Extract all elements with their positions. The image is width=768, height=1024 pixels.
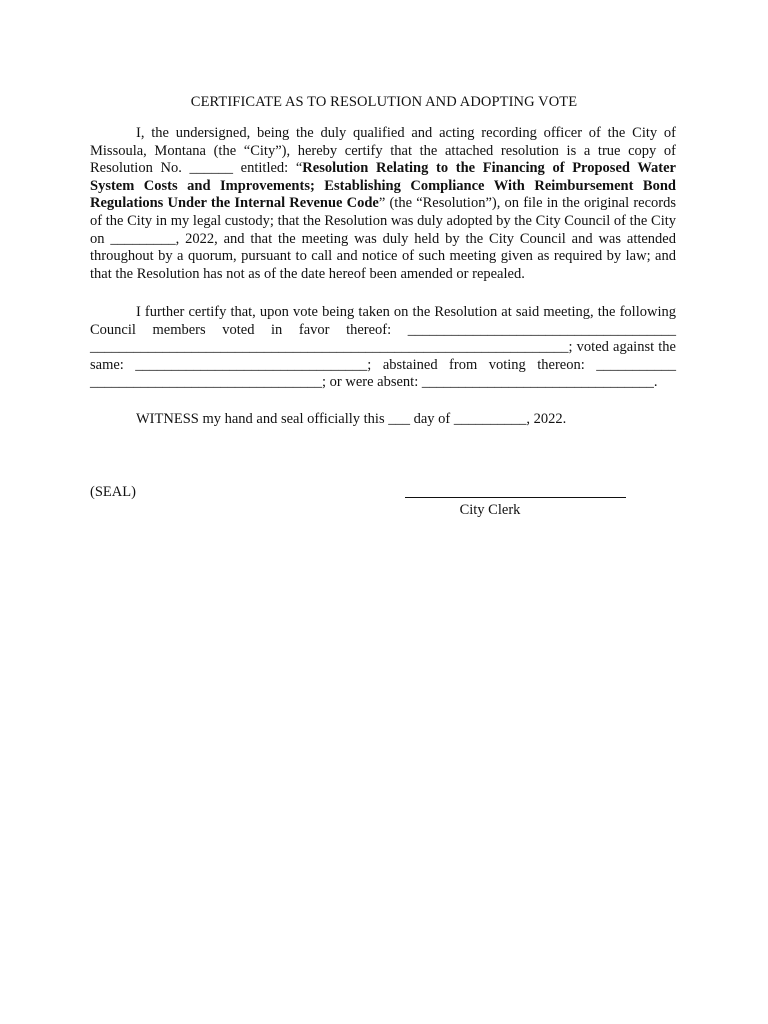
seal-label: (SEAL) [90, 484, 136, 500]
certification-text-rest: ” (the “Resolution”), on file in the original records of the City in my legal custody; that the Resolution was duly adopted by the City Council of the City on _________, 2022, and that the meeting was duly held by the City Council and was attended throughout by a quorum, pursuant to call and notice of such meeting given as required by law; and that the Resolution has not as of the date hereof been amended or repealed. [90, 195, 676, 282]
certification-paragraph [90, 125, 676, 283]
signature-label: City Clerk [459, 502, 521, 518]
vote-text: I further certify that, upon vote being taken on the Resolution at said meeting, the following Council members voted in favor thereof: _____________________________________ __________________________________________________________________; voted against the same: ________________________________; abstained from voting thereon: ___________ ________________________________; or were absent: ________________________________. [90, 304, 676, 391]
document-title: CERTIFICATE AS TO RESOLUTION AND ADOPTING VOTE [190, 94, 578, 110]
certification-text-intro: I, the undersigned, being the duly qualified and acting recording officer of the City of Missoula, Montana (the “City”), hereby certify that the attached resolution is a true copy of Resolution No. ______ entitled: “ [90, 125, 676, 177]
signature-line [405, 497, 626, 498]
resolution-title: Resolution Relating to the Financing of Proposed Water System Costs and Improvements; Establishing Compliance With Reimbursement Bond Regulations Under the Internal Revenue Code [90, 160, 676, 212]
witness-text: WITNESS my hand and seal officially this ___ day of __________, 2022. [136, 411, 567, 427]
vote-paragraph [90, 304, 676, 392]
witness-paragraph [90, 411, 676, 429]
